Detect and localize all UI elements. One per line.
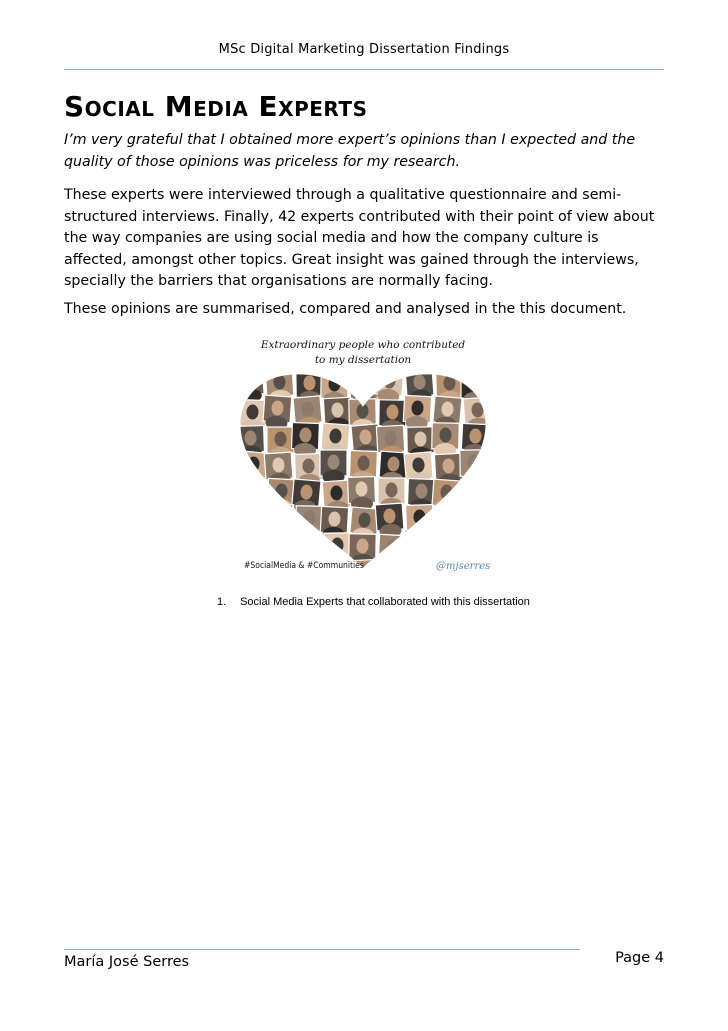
figure-caption-text: Social Media Experts that collaborated with this dissertation [240,596,530,608]
paragraph-gratitude: I’m very grateful that I obtained more expert’s opinions than I expected and the quality of those opinions was priceless for my research. [64,132,636,170]
expert-portrait [235,368,265,404]
heart-collage-image [228,335,498,580]
expert-portrait [377,561,405,580]
expert-portrait [407,562,435,580]
figure-caption [217,596,530,608]
expert-portrait [262,395,291,431]
figure-number: 1. [217,596,227,608]
expert-portrait [238,451,268,487]
expert-portrait [436,506,463,540]
running-header: MSc Digital Marketing Dissertation Findings [218,42,510,57]
section-title: Social Media Experts [64,90,368,123]
expert-portrait [460,507,488,542]
expert-portrait [431,479,460,515]
expert-portrait [238,478,266,512]
expert-portrait [320,450,347,484]
expert-portrait [374,368,404,404]
expert-portrait [235,503,264,538]
expert-portrait [378,534,407,569]
paragraph-method: These experts were interviewed through a qualitative questionnaire and semi-structured interviews. Finally, 42 experts contributed with their point of view about the way companies are using social media and how the company culture is affected, amongst other topics. Great insight was gained through the interviews, specially the barriers that organisations are normally facing. [64,187,655,289]
experts-heart-collage [228,335,498,580]
collage-caption-line2: to my dissertation [314,354,412,366]
expert-portrait [375,503,404,539]
expert-portrait [402,530,432,566]
paragraph-summary: These opinions are summarised, compared and analysed in the this document. [64,301,627,317]
expert-portrait [406,505,434,540]
expert-portrait [460,450,488,484]
expert-portrait [267,478,296,513]
header-rule [64,69,664,70]
expert-portrait [266,505,294,539]
expert-portrait [462,480,492,516]
collage-hashtags: #SocialMedia & #Communities [244,561,364,571]
expert-portrait [291,423,319,458]
footer-author: María José Serres [64,954,190,970]
expert-portrait [348,477,376,512]
expert-portrait [296,506,324,540]
expert-portrait [432,423,460,457]
page-number: Page 4 [615,950,664,966]
collage-handle: @mjserres [436,561,491,572]
expert-portrait [403,395,432,430]
footer-rule [64,949,580,950]
collage-caption-line1: Extraordinary people who contributed [260,339,466,351]
